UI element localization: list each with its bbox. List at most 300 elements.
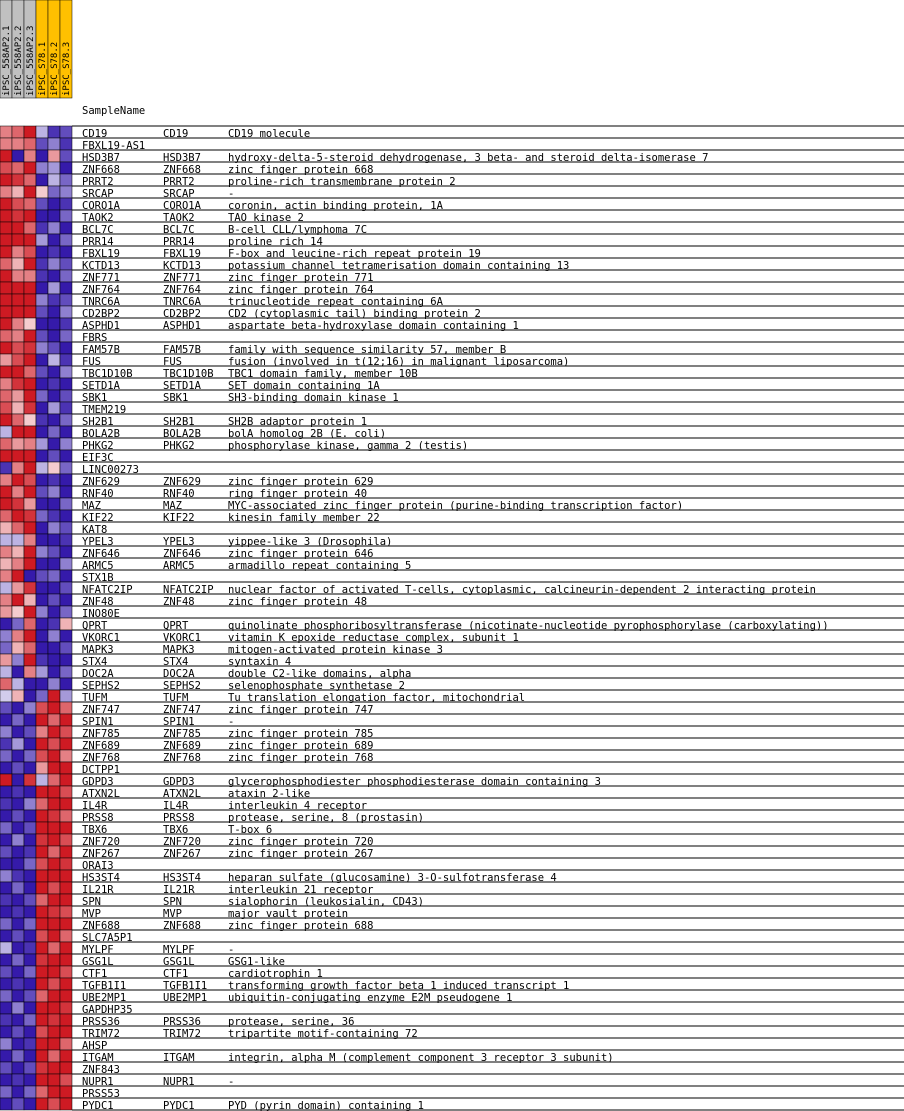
heatmap-cell	[60, 1086, 72, 1098]
gene-description: armadillo repeat containing 5	[228, 560, 412, 572]
gene-symbol: ATXN2L	[163, 788, 201, 800]
heatmap-cell	[12, 678, 24, 690]
gene-description: coronin, actin binding protein, 1A	[228, 200, 443, 212]
heatmap-cell	[60, 882, 72, 894]
heatmap-cell	[12, 882, 24, 894]
heatmap-cell	[24, 594, 36, 606]
heatmap-cell	[0, 918, 12, 930]
heatmap-cell	[48, 810, 60, 822]
gene-description: zinc finger protein 747	[228, 704, 374, 716]
heatmap-cell	[36, 330, 48, 342]
gene-description: CD19 molecule	[228, 128, 311, 140]
heatmap-cell	[36, 630, 48, 642]
heatmap-cell	[48, 462, 60, 474]
heatmap-cell	[48, 366, 60, 378]
sample-header	[0, 0, 12, 98]
heatmap-cell	[12, 510, 24, 522]
heatmap-cell	[12, 270, 24, 282]
heatmap-cell	[60, 126, 72, 138]
heatmap-cell	[12, 198, 24, 210]
gene-description: SH3-binding domain kinase 1	[228, 392, 399, 404]
heatmap-cell	[24, 690, 36, 702]
heatmap-cell	[0, 678, 12, 690]
gene-symbol: GDPD3	[163, 776, 195, 788]
probe-name: YPEL3	[82, 536, 114, 548]
gene-symbol: RNF40	[163, 488, 195, 500]
gene-symbol: ZNF267	[163, 848, 201, 860]
heatmap-cell	[0, 810, 12, 822]
heatmap-cell	[60, 642, 72, 654]
heatmap-cell	[12, 666, 24, 678]
heatmap-cell	[12, 414, 24, 426]
heatmap-cell	[36, 1086, 48, 1098]
heatmap-cell	[60, 930, 72, 942]
heatmap-cell	[60, 846, 72, 858]
heatmap-cell	[36, 1062, 48, 1074]
gene-description: zinc finger protein 48	[228, 596, 368, 608]
heatmap-cell	[12, 174, 24, 186]
probe-name: TBC1D10B	[82, 368, 133, 380]
probe-name: RNF40	[82, 488, 114, 500]
gene-symbol: PRSS8	[163, 812, 195, 824]
heatmap-cell	[36, 894, 48, 906]
probe-name: HS3ST4	[82, 872, 120, 884]
gene-symbol: ZNF771	[163, 272, 201, 284]
heatmap-cell	[24, 1098, 36, 1110]
probe-name: UBE2MP1	[82, 992, 127, 1004]
heatmap-cell	[48, 750, 60, 762]
heatmap-cell	[24, 366, 36, 378]
gene-symbol: ZNF688	[163, 920, 201, 932]
probe-name: DCTPP1	[82, 764, 120, 776]
gene-symbol: ZNF646	[163, 548, 201, 560]
gene-symbol: ZNF747	[163, 704, 201, 716]
heatmap-cell	[48, 162, 60, 174]
gene-description: zinc finger protein 668	[228, 164, 374, 176]
gene-symbol: ITGAM	[163, 1052, 195, 1064]
heatmap-cell	[36, 246, 48, 258]
probe-name: NFATC2IP	[82, 584, 133, 596]
gene-description: ubiquitin-conjugating enzyme E2M pseudogene 1	[228, 992, 513, 1004]
heatmap-cell	[0, 222, 12, 234]
gene-description: transforming growth factor beta 1 induced transcript 1	[228, 980, 570, 992]
heatmap-cell	[48, 150, 60, 162]
heatmap-cell	[36, 234, 48, 246]
heatmap-cell	[24, 390, 36, 402]
heatmap-cell	[12, 702, 24, 714]
heatmap-cell	[36, 918, 48, 930]
heatmap-cell	[48, 186, 60, 198]
heatmap-cell	[12, 810, 24, 822]
heatmap-cell	[12, 918, 24, 930]
heatmap-cell	[60, 282, 72, 294]
heatmap-cell	[12, 390, 24, 402]
heatmap-cell	[48, 666, 60, 678]
heatmap-cell	[36, 510, 48, 522]
heatmap-cell	[12, 1074, 24, 1086]
heatmap-cell	[12, 954, 24, 966]
heatmap-cell	[60, 318, 72, 330]
gene-description: interleukin 21 receptor	[228, 884, 374, 896]
heatmap-cell	[36, 126, 48, 138]
gene-symbol: PRRT2	[163, 176, 195, 188]
heatmap-cell	[12, 894, 24, 906]
probe-name: HSD3B7	[82, 152, 120, 164]
heatmap-cell	[60, 558, 72, 570]
probe-name: ZNF629	[82, 476, 120, 488]
gene-symbol: TUFM	[163, 692, 189, 704]
heatmap-cell	[12, 618, 24, 630]
gene-symbol: ARMC5	[163, 560, 195, 572]
probe-name: ZNF688	[82, 920, 120, 932]
heatmap-cell	[48, 546, 60, 558]
heatmap-cell	[36, 186, 48, 198]
probe-name: TAOK2	[82, 212, 114, 224]
probe-name: SPIN1	[82, 716, 114, 728]
heatmap-cell	[0, 486, 12, 498]
heatmap-cell	[0, 354, 12, 366]
heatmap-cell	[36, 282, 48, 294]
heatmap-cell	[0, 330, 12, 342]
heatmap-cell	[60, 690, 72, 702]
probe-name: ITGAM	[82, 1052, 114, 1064]
heatmap-cell	[48, 702, 60, 714]
heatmap-cell	[12, 726, 24, 738]
heatmap-cell	[36, 498, 48, 510]
probe-name: BCL7C	[82, 224, 114, 236]
heatmap-cell	[12, 642, 24, 654]
gene-description: major vault protein	[228, 908, 349, 920]
heatmap-cell	[24, 966, 36, 978]
heatmap-cell	[24, 846, 36, 858]
probe-name: ORAI3	[82, 860, 114, 872]
heatmap-cell	[48, 1086, 60, 1098]
heatmap-cell	[36, 414, 48, 426]
heatmap-cell	[60, 270, 72, 282]
probe-name: FAM57B	[82, 344, 120, 356]
heatmap-cell	[0, 414, 12, 426]
heatmap-cell	[12, 570, 24, 582]
probe-name: STX1B	[82, 572, 114, 584]
heatmap-cell	[60, 150, 72, 162]
heatmap-cell	[24, 438, 36, 450]
heatmap-cell	[36, 822, 48, 834]
probe-name: TBX6	[82, 824, 108, 836]
heatmap-cell	[0, 198, 12, 210]
heatmap-cell	[12, 630, 24, 642]
heatmap-cell	[0, 930, 12, 942]
gene-description: trinucleotide repeat containing 6A	[228, 296, 443, 308]
heatmap-cell	[60, 498, 72, 510]
heatmap-cell	[0, 726, 12, 738]
heatmap-cell	[60, 402, 72, 414]
heatmap-cell	[0, 570, 12, 582]
heatmap-cell	[48, 342, 60, 354]
gene-description: TBC1 domain family, member 10B	[228, 368, 418, 380]
probe-name: CTF1	[82, 968, 108, 980]
probe-name: ZNF785	[82, 728, 120, 740]
gene-symbol: TRIM72	[163, 1028, 201, 1040]
heatmap-cell	[60, 714, 72, 726]
heatmap-cell	[48, 522, 60, 534]
heatmap-cell	[60, 570, 72, 582]
heatmap-cell	[48, 954, 60, 966]
heatmap-cell	[24, 726, 36, 738]
heatmap-cell	[24, 222, 36, 234]
heatmap-cell	[24, 870, 36, 882]
heatmap-cell	[12, 798, 24, 810]
heatmap-cell	[36, 1038, 48, 1050]
heatmap-cell	[48, 354, 60, 366]
heatmap-cell	[0, 702, 12, 714]
heatmap-cell	[24, 318, 36, 330]
heatmap-cell	[48, 258, 60, 270]
gene-description: aspartate beta-hydroxylase domain containing 1	[228, 320, 519, 332]
probe-name: KAT8	[82, 524, 108, 536]
heatmap-cell	[36, 882, 48, 894]
heatmap-cell	[36, 558, 48, 570]
heatmap-cell	[36, 402, 48, 414]
heatmap-cell	[60, 414, 72, 426]
heatmap-cell	[36, 294, 48, 306]
heatmap-cell	[24, 342, 36, 354]
heatmap-cell	[60, 450, 72, 462]
heatmap-cell	[60, 918, 72, 930]
heatmap-cell	[12, 594, 24, 606]
heatmap-cell	[12, 978, 24, 990]
heatmap-cell	[36, 1002, 48, 1014]
heatmap-cell	[12, 1038, 24, 1050]
gene-description: phosphorylase kinase, gamma 2 (testis)	[228, 440, 469, 452]
heatmap-cell	[0, 366, 12, 378]
probe-name: FBXL19-AS1	[82, 140, 146, 152]
heatmap-cell	[36, 594, 48, 606]
sample-name-label: SampleName	[82, 105, 146, 117]
heatmap-cell	[12, 930, 24, 942]
gene-description: SH2B adaptor protein 1	[228, 416, 368, 428]
probe-name: CORO1A	[82, 200, 120, 212]
heatmap-cell	[48, 126, 60, 138]
heatmap-cell	[60, 222, 72, 234]
heatmap-cell	[0, 1086, 12, 1098]
heatmap-cell	[60, 186, 72, 198]
gene-description: protease, serine, 8 (prostasin)	[228, 812, 424, 824]
heatmap-cell	[60, 966, 72, 978]
heatmap-cell	[60, 138, 72, 150]
heatmap-cell	[36, 798, 48, 810]
sample-name: iPSC_S78.3	[62, 41, 72, 96]
heatmap-cell	[36, 690, 48, 702]
gene-symbol: STX4	[163, 656, 189, 668]
heatmap-cell	[24, 258, 36, 270]
probe-name: ZNF771	[82, 272, 120, 284]
heatmap-cell	[60, 234, 72, 246]
sample-name: iPSC_S78.1	[38, 41, 48, 96]
probe-name: QPRT	[82, 620, 108, 632]
heatmap-cell	[48, 882, 60, 894]
probe-name: TMEM219	[82, 404, 127, 416]
heatmap-cell	[0, 186, 12, 198]
heatmap-cell	[36, 354, 48, 366]
heatmap-cell	[0, 162, 12, 174]
heatmap-cell	[36, 570, 48, 582]
heatmap-cell	[0, 906, 12, 918]
gene-description: MYC-associated zinc finger protein (purine-binding transcription factor)	[228, 500, 684, 512]
probe-name: PRSS53	[82, 1088, 120, 1100]
heatmap-cell	[60, 726, 72, 738]
gene-description: potassium channel tetramerisation domain containing 13	[228, 260, 570, 272]
gene-symbol: ZNF629	[163, 476, 201, 488]
heatmap-cell	[12, 762, 24, 774]
gene-symbol: KIF22	[163, 512, 195, 524]
gene-symbol: SPIN1	[163, 716, 195, 728]
probe-name: DOC2A	[82, 668, 114, 680]
gene-description: zinc finger protein 764	[228, 284, 374, 296]
heatmap-cell	[36, 954, 48, 966]
heatmap-cell	[48, 1014, 60, 1026]
heatmap-cell	[0, 378, 12, 390]
sample-header	[60, 0, 72, 98]
gene-symbol: ZNF720	[163, 836, 201, 848]
heatmap-cell	[24, 546, 36, 558]
heatmap-cell	[0, 846, 12, 858]
heatmap-cell	[36, 1050, 48, 1062]
heatmap-cell	[12, 522, 24, 534]
heatmap-cell	[12, 834, 24, 846]
sample-name: iPSC_558AP2.2	[14, 25, 24, 96]
heatmap-cell	[0, 150, 12, 162]
heatmap-cell	[48, 690, 60, 702]
heatmap-cell	[48, 858, 60, 870]
probe-name: FBRS	[82, 332, 108, 344]
heatmap-cell	[24, 702, 36, 714]
gene-description: fusion (involved in t(12;16) in malignant liposarcoma)	[228, 356, 570, 368]
gene-description: interleukin 4 receptor	[228, 800, 368, 812]
gene-description: syntaxin 4	[228, 656, 292, 668]
heatmap-cell	[0, 510, 12, 522]
heatmap-cell	[12, 846, 24, 858]
gene-symbol: SEPHS2	[163, 680, 201, 692]
gene-symbol: DOC2A	[163, 668, 195, 680]
heatmap-cell	[36, 270, 48, 282]
heatmap-cell	[12, 366, 24, 378]
heatmap-cell	[48, 486, 60, 498]
probe-name: SETD1A	[82, 380, 120, 392]
heatmap-cell	[24, 906, 36, 918]
heatmap-cell	[24, 930, 36, 942]
heatmap-cell	[48, 234, 60, 246]
heatmap-cell	[60, 954, 72, 966]
gene-symbol: YPEL3	[163, 536, 195, 548]
heatmap-cell	[12, 534, 24, 546]
gene-description: double C2-like domains, alpha	[228, 668, 412, 680]
heatmap-cell	[0, 978, 12, 990]
heatmap-cell	[24, 486, 36, 498]
heatmap-cell	[0, 954, 12, 966]
heatmap-cell	[24, 582, 36, 594]
heatmap-cell	[24, 234, 36, 246]
heatmap-cell	[24, 762, 36, 774]
heatmap-cell	[60, 1074, 72, 1086]
heatmap-cell	[24, 162, 36, 174]
heatmap-cell	[0, 138, 12, 150]
gene-description: zinc finger protein 785	[228, 728, 374, 740]
heatmap-cell	[24, 738, 36, 750]
heatmap-cell	[12, 282, 24, 294]
probe-name: ZNF720	[82, 836, 120, 848]
heatmap-cell	[60, 942, 72, 954]
heatmap-cell	[36, 930, 48, 942]
heatmap-cell	[60, 378, 72, 390]
probe-name: FBXL19	[82, 248, 120, 260]
gene-description: vitamin K epoxide reductase complex, subunit 1	[228, 632, 519, 644]
heatmap-cell	[48, 270, 60, 282]
heatmap-cell	[36, 978, 48, 990]
heatmap-cell	[48, 330, 60, 342]
probe-name: ASPHD1	[82, 320, 120, 332]
heatmap-cell	[48, 606, 60, 618]
gene-description: zinc finger protein 267	[228, 848, 374, 860]
heatmap-cell	[0, 654, 12, 666]
heatmap-cell	[12, 318, 24, 330]
heatmap-cell	[24, 678, 36, 690]
probe-name: MYLPF	[82, 944, 114, 956]
heatmap-cell	[12, 342, 24, 354]
gene-description: zinc finger protein 688	[228, 920, 374, 932]
heatmap-cell	[36, 1014, 48, 1026]
gene-symbol: CD2BP2	[163, 308, 201, 320]
heatmap-cell	[12, 294, 24, 306]
heatmap-cell	[48, 762, 60, 774]
probe-name: IL4R	[82, 800, 108, 812]
gene-symbol: MYLPF	[163, 944, 195, 956]
heatmap-cell	[60, 618, 72, 630]
heatmap-cell	[36, 582, 48, 594]
gene-symbol: MAPK3	[163, 644, 195, 656]
heatmap-cell	[36, 678, 48, 690]
heatmap-cell	[24, 198, 36, 210]
heatmap-cell	[0, 894, 12, 906]
heatmap-cell	[12, 378, 24, 390]
heatmap-cell	[0, 714, 12, 726]
heatmap-cell	[0, 558, 12, 570]
heatmap-cell	[12, 498, 24, 510]
gene-symbol: IL21R	[163, 884, 195, 896]
heatmap-cell	[60, 630, 72, 642]
heatmap-cell	[24, 1026, 36, 1038]
heatmap-cell	[48, 306, 60, 318]
gene-description: -	[228, 1076, 235, 1088]
heatmap-cell	[36, 714, 48, 726]
gene-description: glycerophosphodiester phosphodiesterase domain containing 3	[228, 776, 601, 788]
heatmap-cell	[60, 606, 72, 618]
heatmap-cell	[36, 774, 48, 786]
heatmap-cell	[0, 1038, 12, 1050]
gene-symbol: QPRT	[163, 620, 189, 632]
probe-name: PRR14	[82, 236, 114, 248]
sample-header	[36, 0, 48, 98]
heatmap-cell	[12, 858, 24, 870]
heatmap-cell	[36, 546, 48, 558]
probe-name: PHKG2	[82, 440, 114, 452]
heatmap-cell	[24, 642, 36, 654]
heatmap-cell	[36, 906, 48, 918]
gene-symbol: HS3ST4	[163, 872, 201, 884]
probe-name: EIF3C	[82, 452, 114, 464]
heatmap-cell	[48, 498, 60, 510]
heatmap-cell	[36, 162, 48, 174]
heatmap-cell	[12, 966, 24, 978]
